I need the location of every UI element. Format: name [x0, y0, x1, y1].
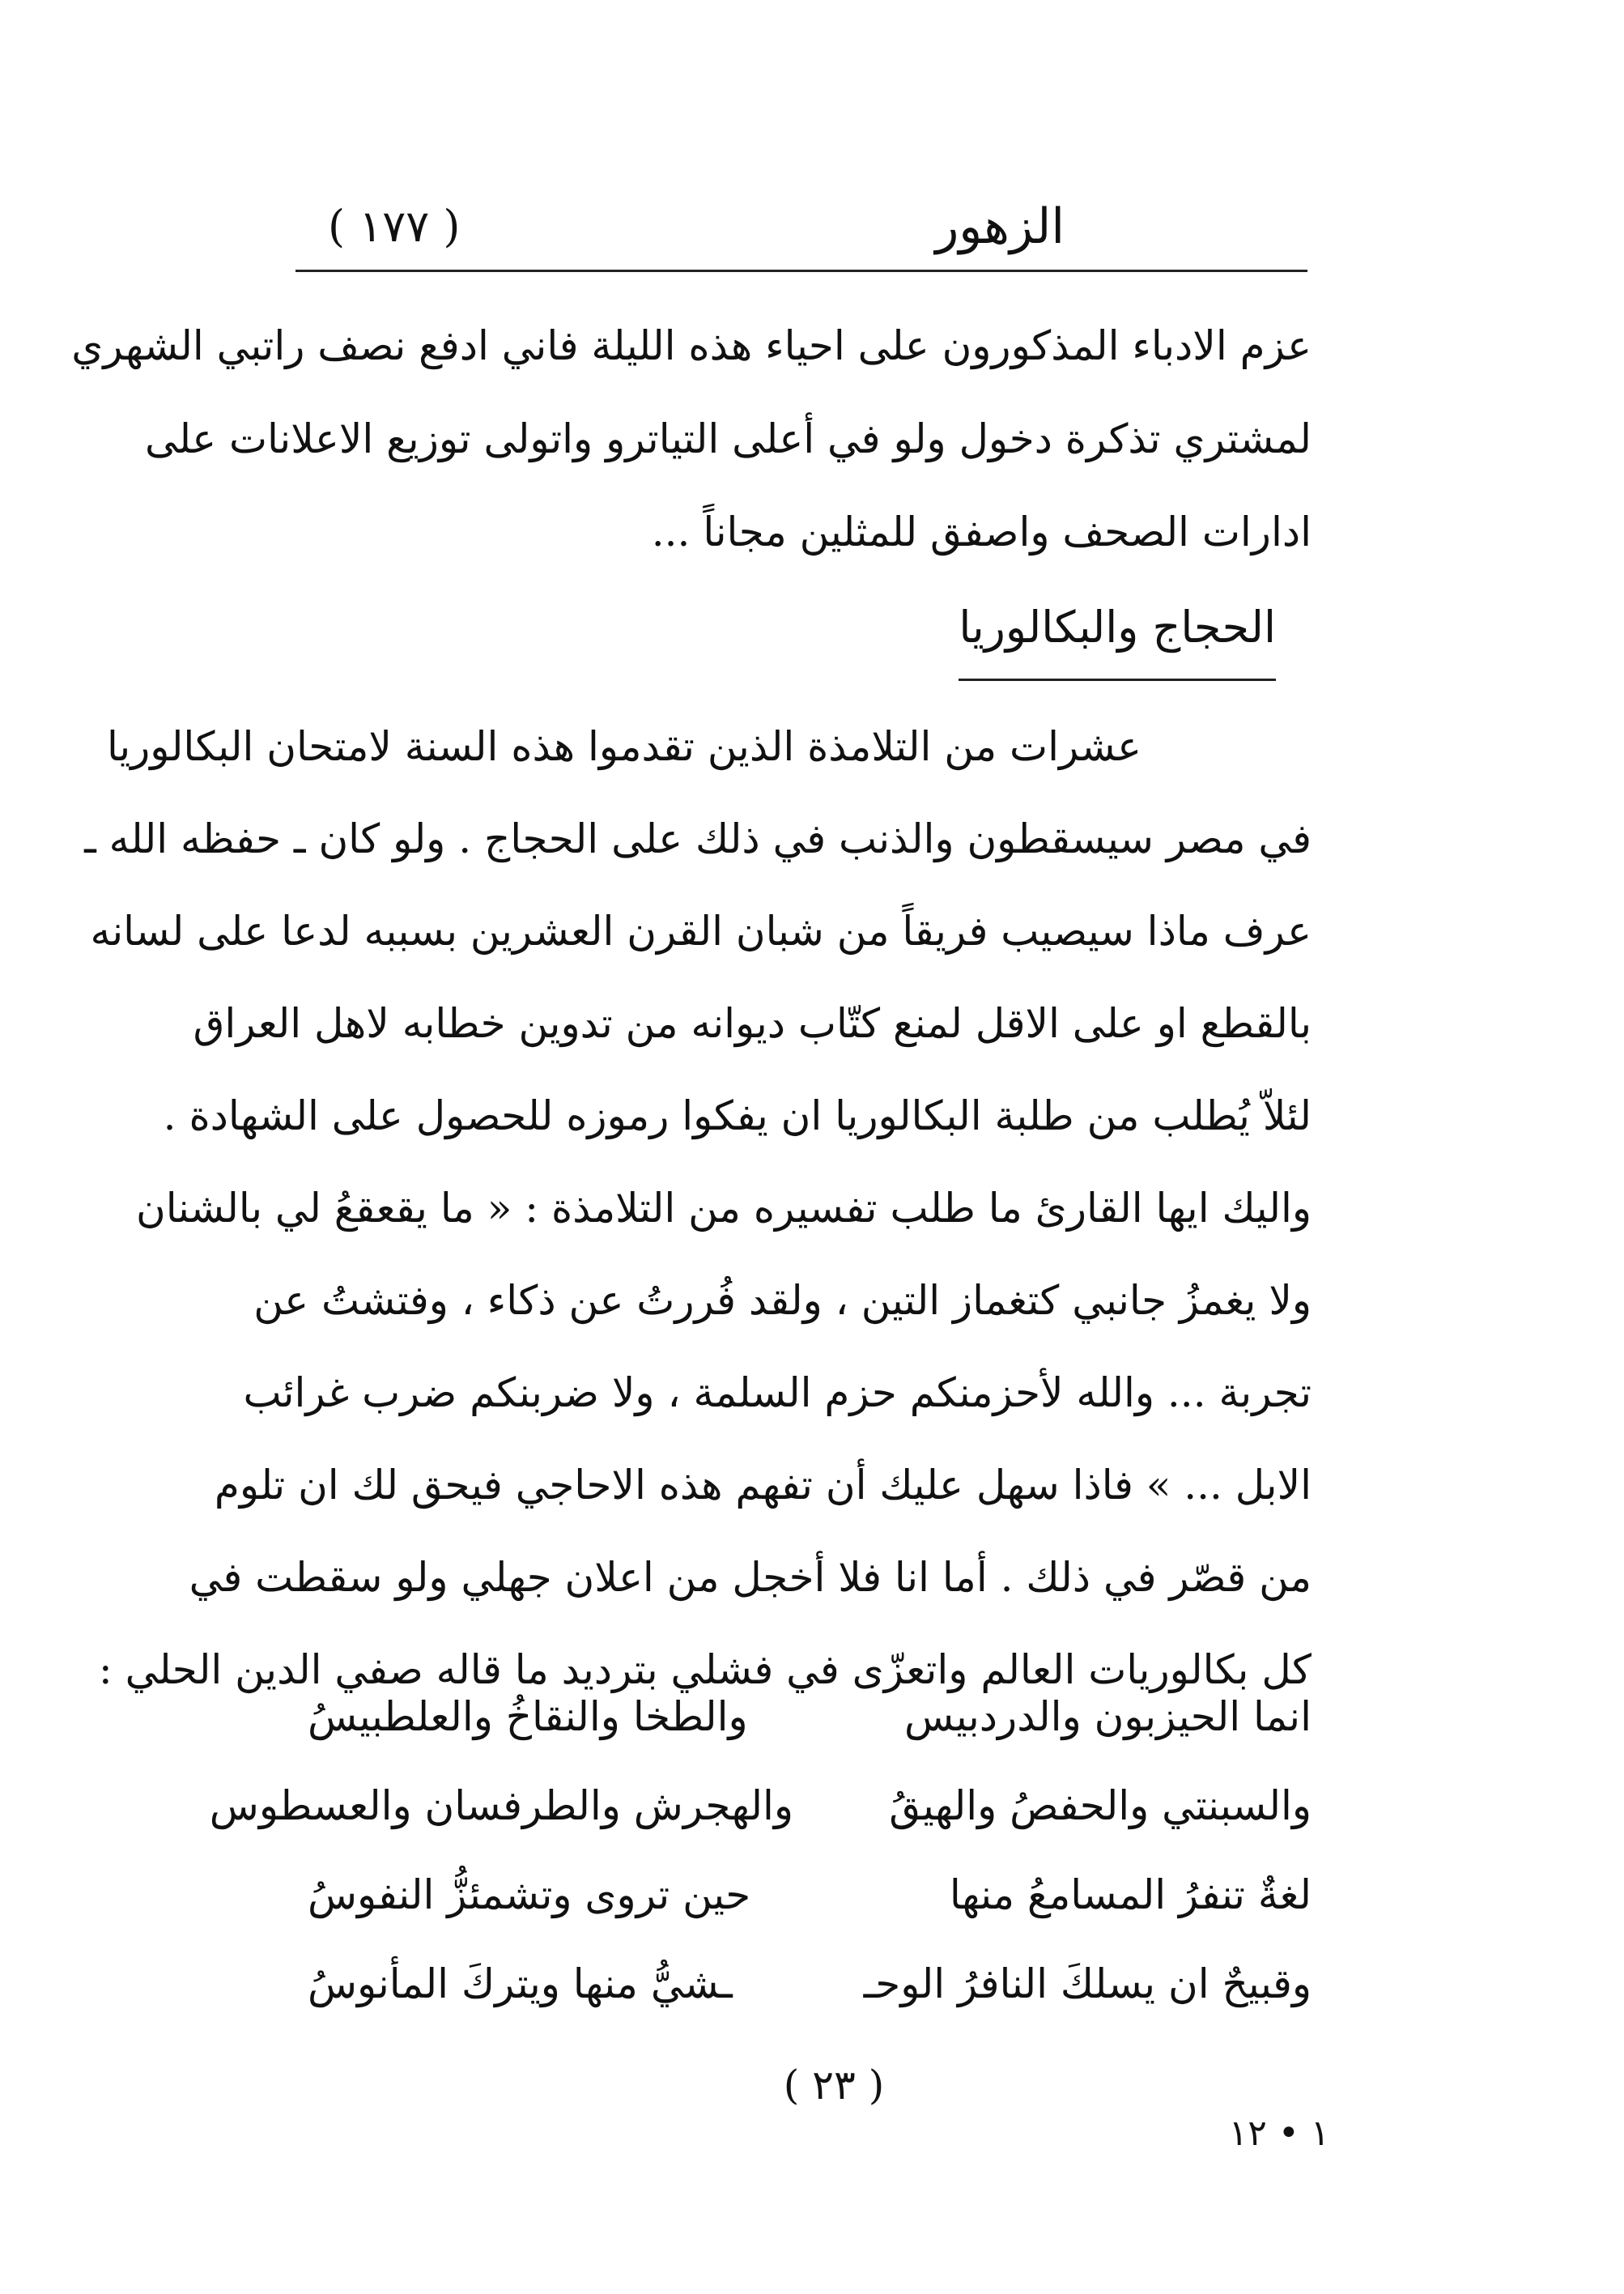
first-hemistich: والسبنتي والحفصُ والهيقُ — [889, 1782, 1312, 1829]
first-hemistich: وقبيحٌ ان يسلكَ النافرُ الوحـ — [863, 1960, 1312, 2007]
signature-mark: ١ • ١٢ — [1228, 2113, 1330, 2154]
header-divider — [295, 270, 1307, 272]
text-line: واليك ايها القارئ ما طلب تفسيره من التلامذة : « ما يقعقعُ لي بالشنان — [135, 1185, 1312, 1232]
text-line: تجربة ... والله لأحزمنكم حزم السلمة ، ولا ضربنكم ضرب غرائب — [243, 1369, 1312, 1416]
main-paragraph — [84, 700, 1312, 1716]
second-hemistich: حين تروى وتشمئزُّ النفوسُ — [308, 1871, 751, 1918]
text-line: في مصر سيسقطون والذنب في ذلك على الحجاج . ولو كان ـ حفظه الله ـ — [84, 815, 1312, 862]
text-line: عرف ماذا سيصيب فريقاً من شبان القرن العشرين بسببه لدعا على لسانه — [90, 908, 1312, 955]
running-title: الزهور — [935, 198, 1065, 255]
text-line: الابل ... » فاذا سهل عليك أن تفهم هذه الاحاجي فيحق لك ان تلوم — [214, 1462, 1312, 1509]
text-line: لئلاّ يُطلب من طلبة البكالوريا ان يفكوا رموزه للحصول على الشهادة . — [163, 1092, 1312, 1139]
page-number: ( ١٧٧ ) — [328, 201, 461, 252]
verse-line — [308, 1850, 1312, 1939]
text-line: بالقطع او على الاقل لمنع كتّاب ديوانه من تدوين خطابه لاهل العراق — [193, 1000, 1312, 1047]
text-line: كل بكالوريات العالم واتعزّى في فشلي بترديد ما قاله صفي الدين الحلي : — [98, 1646, 1312, 1693]
verse-line — [308, 1672, 1312, 1761]
section-heading: الحجاج والبكالوريا — [959, 591, 1276, 681]
text-line: عشرات من التلامذة الذين تقدموا هذه السنة لامتحان البكالوريا — [106, 723, 1141, 770]
page-header — [295, 190, 1307, 263]
text-line: عزم الادباء المذكورون على احياء هذه الليلة فاني ادفع نصف راتبي الشهري — [71, 322, 1312, 369]
footer-page-number: ( ٢٣ ) — [783, 2062, 885, 2109]
verse-line — [209, 1761, 1312, 1850]
verse-line — [308, 1939, 1312, 2028]
poem-verses — [209, 1672, 1312, 2028]
text-line: من قصّر في ذلك . أما انا فلا أخجل من اعلان جهلي ولو سقطت في — [189, 1554, 1312, 1601]
second-hemistich: والطخا والنقاخُ والعلطبيسُ — [308, 1693, 748, 1740]
intro-paragraph — [71, 300, 1312, 579]
second-hemistich: والهجرش والطرفسان والعسطوس — [209, 1782, 793, 1829]
text-line: ولا يغمزُ جانبي كتغماز التين ، ولقد فُررتُ عن ذكاء ، وفتشتُ عن — [253, 1277, 1312, 1324]
first-hemistich: انما الحيزبون والدردبيس — [904, 1693, 1312, 1740]
first-hemistich: لغةٌ تنفرُ المسامعُ منها — [949, 1871, 1312, 1918]
text-line: لمشتري تذكرة دخول ولو في أعلى التياترو واتولى توزيع الاعلانات على — [145, 415, 1312, 462]
second-hemistich: ـشيُّ منها ويتركَ المأنوسُ — [308, 1960, 733, 2007]
text-line: ادارات الصحف واصفق للمثلين مجاناً ... — [651, 509, 1312, 555]
